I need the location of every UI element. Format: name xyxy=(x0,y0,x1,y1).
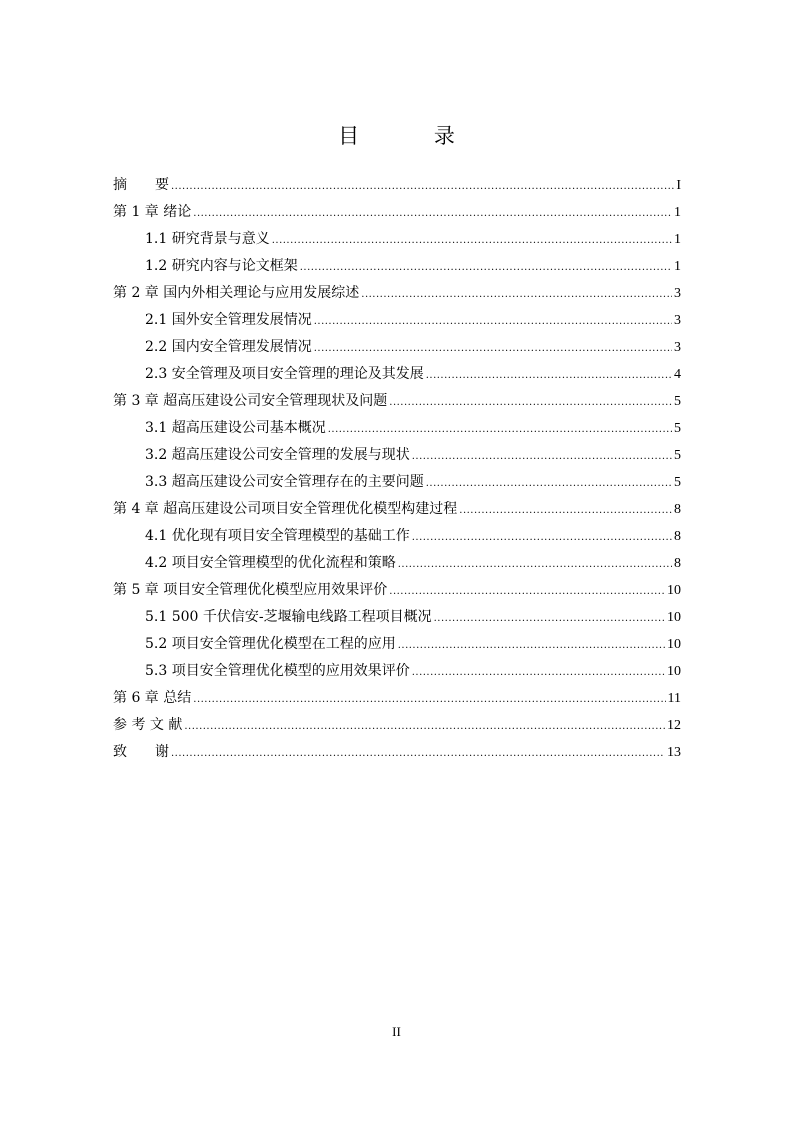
toc-entry-page: 12 xyxy=(667,718,681,733)
toc-entry-page: 1 xyxy=(674,232,681,247)
toc-leader-dots xyxy=(398,551,672,578)
toc-entry-label: 3.1 超高压建设公司基本概况 xyxy=(145,420,326,436)
toc-entry-page: 10 xyxy=(667,637,681,652)
toc-leader-dots xyxy=(389,578,665,605)
toc-entry-page: I xyxy=(676,178,681,193)
toc-leader-dots xyxy=(412,659,665,686)
toc-leader-dots xyxy=(272,227,672,254)
toc-entry-label: 第 1 章 绪论 xyxy=(113,204,192,220)
toc-entry-label: 5.2 项目安全管理优化模型在工程的应用 xyxy=(145,636,396,652)
toc-entry-label: 5.1 500 千伏信安-芝堰输电线路工程项目概况 xyxy=(145,609,432,625)
toc-entry[interactable] xyxy=(113,577,681,604)
toc-leader-dots xyxy=(426,470,672,497)
toc-entry-label: 2.2 国内安全管理发展情况 xyxy=(145,339,312,355)
toc-entry-label: 摘 要 xyxy=(113,177,169,193)
toc-leader-dots xyxy=(193,686,665,713)
toc-entry[interactable] xyxy=(113,550,681,577)
toc-leader-dots xyxy=(314,335,672,362)
toc-entry[interactable] xyxy=(113,280,681,307)
toc-leader-dots xyxy=(398,632,665,659)
toc-entry-page: 10 xyxy=(667,664,681,679)
toc-entry[interactable] xyxy=(113,712,681,739)
toc-entry-label: 1.2 研究内容与论文框架 xyxy=(145,258,298,274)
toc-entry-label: 3.2 超高压建设公司安全管理的发展与现状 xyxy=(145,447,410,463)
toc-entry-page: 11 xyxy=(667,691,681,706)
toc-entry-page: 13 xyxy=(667,745,681,760)
toc-leader-dots xyxy=(171,173,674,200)
toc-entry-page: 3 xyxy=(674,286,681,301)
toc-entry-page: 4 xyxy=(674,367,681,382)
toc-leader-dots xyxy=(361,281,672,308)
toc-entry-label: 1.1 研究背景与意义 xyxy=(145,231,270,247)
toc-entry[interactable] xyxy=(113,631,681,658)
toc-entry[interactable] xyxy=(113,415,681,442)
toc-entry-label: 第 3 章 超高压建设公司安全管理现状及问题 xyxy=(113,393,388,409)
toc-entry-page: 8 xyxy=(674,529,681,544)
toc-entry-label: 2.3 安全管理及项目安全管理的理论及其发展 xyxy=(145,366,424,382)
toc-entry[interactable] xyxy=(113,658,681,685)
toc-entry-label: 参 考 文 献 xyxy=(113,717,183,733)
toc-leader-dots xyxy=(434,605,665,632)
toc-entry-label: 致 谢 xyxy=(113,744,169,760)
toc-entry[interactable] xyxy=(113,739,681,766)
toc-entry[interactable] xyxy=(113,523,681,550)
toc-entry[interactable] xyxy=(113,604,681,631)
toc-leader-dots xyxy=(314,308,672,335)
toc-entry-label: 3.3 超高压建设公司安全管理存在的主要问题 xyxy=(145,474,424,490)
toc-leader-dots xyxy=(300,254,672,281)
toc-leader-dots xyxy=(389,389,672,416)
toc-entry-page: 3 xyxy=(674,340,681,355)
toc-entry-page: 1 xyxy=(674,205,681,220)
toc-entry-page: 8 xyxy=(674,556,681,571)
toc-entry[interactable] xyxy=(113,496,681,523)
toc-entry[interactable] xyxy=(113,199,681,226)
page-title: 目 录 xyxy=(338,124,489,148)
toc-leader-dots xyxy=(328,416,672,443)
toc-entry[interactable] xyxy=(113,361,681,388)
toc-entry-page: 10 xyxy=(667,610,681,625)
toc-entry[interactable] xyxy=(113,388,681,415)
toc-entry-label: 4.1 优化现有项目安全管理模型的基础工作 xyxy=(145,528,410,544)
toc-entry[interactable] xyxy=(113,442,681,469)
toc-leader-dots xyxy=(412,443,672,470)
toc-entry[interactable] xyxy=(113,226,681,253)
toc-leader-dots xyxy=(171,740,665,767)
toc-entry-label: 第 4 章 超高压建设公司项目安全管理优化模型构建过程 xyxy=(113,501,458,517)
toc-entry-page: 1 xyxy=(674,259,681,274)
toc-entry-page: 10 xyxy=(667,583,681,598)
toc-entry[interactable] xyxy=(113,685,681,712)
toc-entry-label: 2.1 国外安全管理发展情况 xyxy=(145,312,312,328)
toc-entry-page: 5 xyxy=(674,448,681,463)
toc-entry[interactable] xyxy=(113,307,681,334)
page-number-footer: II xyxy=(392,1024,401,1039)
toc-entry-page: 8 xyxy=(674,502,681,517)
toc-entry-label: 第 6 章 总结 xyxy=(113,690,192,706)
toc-entry-label: 第 5 章 项目安全管理优化模型应用效果评价 xyxy=(113,582,388,598)
toc-leader-dots xyxy=(412,524,672,551)
toc-entry-page: 5 xyxy=(674,394,681,409)
toc-entry-label: 第 2 章 国内外相关理论与应用发展综述 xyxy=(113,285,360,301)
toc-entry[interactable] xyxy=(113,172,681,199)
toc-entry-page: 5 xyxy=(674,421,681,436)
toc-entry-page: 3 xyxy=(674,313,681,328)
toc-entry[interactable] xyxy=(113,469,681,496)
toc-entry-page: 5 xyxy=(674,475,681,490)
toc-leader-dots xyxy=(184,713,665,740)
toc-entry-label: 4.2 项目安全管理模型的优化流程和策略 xyxy=(145,555,396,571)
table-of-contents xyxy=(113,172,681,766)
toc-entry[interactable] xyxy=(113,334,681,361)
toc-entry[interactable] xyxy=(113,253,681,280)
toc-leader-dots xyxy=(426,362,672,389)
toc-leader-dots xyxy=(459,497,672,524)
toc-entry-label: 5.3 项目安全管理优化模型的应用效果评价 xyxy=(145,663,410,679)
toc-leader-dots xyxy=(193,200,672,227)
